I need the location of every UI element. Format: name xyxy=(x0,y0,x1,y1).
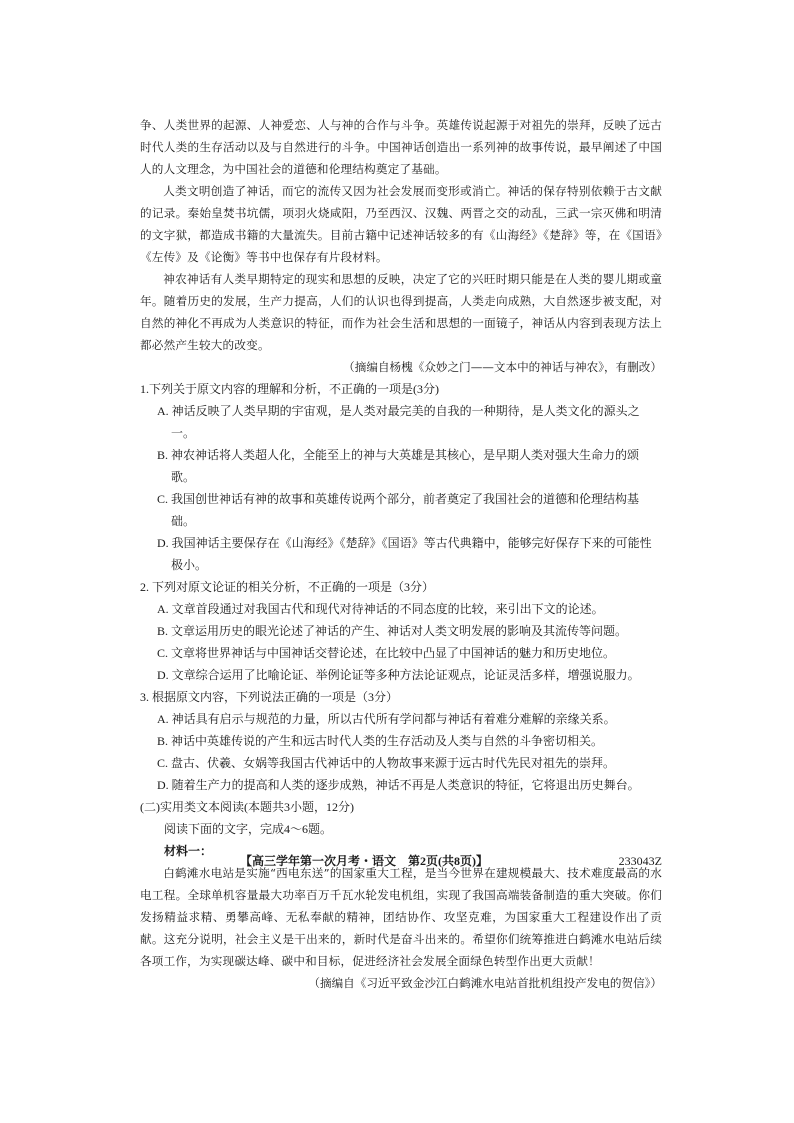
option-a: A. 神话反映了人类早期的宇宙观，是人类对最完美的自我的一种期待，是人类文化的源头之一。 xyxy=(157,404,640,440)
option-b: B. 文章运用历史的眼光论述了神话的产生、神话对人类文明发展的影响及其流传等问题。 xyxy=(157,624,628,638)
reading-instruction: 阅读下面的文字，完成4～6题。 xyxy=(164,822,333,836)
passage-paragraph-2: 人类文明创造了神话，而它的流传又因为社会发展而变形或消亡。神话的保存特别依赖于古文献的记录。秦始皇焚书坑儒，项羽火烧咸阳，乃至西汉、汉魏、两晋之交的动乱，三武一宗灭佛和明清的文字狱，都造成书籍的大量流失。目前古籍中记述神话较多的有《山海经》《楚辞》等，在《国语》《左传》及《论衡》等书中也保存有片段材料。 xyxy=(140,184,662,264)
question-stem: 2. 下列对原文论证的相关分析，不正确的一项是（3分） xyxy=(140,580,435,594)
option-c: C. 文章将世界神话与中国神话交替论述，在比较中凸显了中国神话的魅力和历史地位。 xyxy=(157,646,616,660)
passage-paragraph-3: 神农神话有人类早期特定的现实和思想的反映，决定了它的兴旺时期只能是在人类的婴儿期或童年。随着历史的发展，生产力提高，人们的认识也得到提高，人类走向成熟，大自然逐步被支配，对自然的神化不再成为人类意识的特征，而作为社会生活和思想的一面镜子，神话从内容到表现方法上都必然产生较大的改变。 xyxy=(140,272,662,352)
footer-page-info: 【高三学年第一次月考・语文 第2页(共8页)】 xyxy=(240,854,488,868)
question-1 xyxy=(140,378,662,576)
passage-source: （摘编自杨槐《众妙之门——文本中的神话与神农》，有删改） xyxy=(343,360,662,374)
material-paragraph: 白鹤滩水电站是实施“西电东送”的国家重大工程，是当今世界在建规模最大、技术难度最高的水电工程。全球单机容量最大功率百万千瓦水轮发电机组，实现了我国高端装备制造的重大突破。你们发扬精益求精、勇攀高峰、无私奉献的精神，团结协作、攻坚克难，为国家重大工程建设作出了贡献。这充分说明，社会主义是干出来的，新时代是奋斗出来的。希望你们统筹推进白鹤滩水电站后续各项工作，为实现碳达峰、碳中和目标，促进经济社会发展全面绿色转型作出更大贡献！ xyxy=(140,866,662,968)
option-d: D. 文章综合运用了比喻论证、举例论证等多种方法论证观点，论证灵活多样，增强说服力。 xyxy=(157,668,640,682)
option-c: C. 盘古、伏羲、女娲等我国古代神话中的人物故事来源于远古时代先民对祖先的崇拜。 xyxy=(157,756,616,770)
option-c: C. 我国创世神话有神的故事和英雄传说两个部分，前者奠定了我国社会的道德和伦理结构基础。 xyxy=(157,492,640,528)
material-source: （摘编自《习近平致金沙江白鹤滩水电站首批机组投产发电的贺信》） xyxy=(308,976,662,990)
footer-exam-code: 233043Z xyxy=(618,854,662,868)
question-stem: 1.下列关于原文内容的理解和分析，不正确的一项是(3分) xyxy=(140,382,439,396)
option-d: D. 随着生产力的提高和人类的逐步成熟，神话不再是人类意识的特征，它将退出历史舞台。 xyxy=(157,778,640,792)
option-d: D. 我国神话主要保存在《山海经》《楚辞》《国语》等古代典籍中，能够完好保存下来的可能性极小。 xyxy=(157,536,652,572)
option-b: B. 神农神话将人类超人化，全能至上的神与大英雄是其核心，是早期人类对强大生命力的颂歌。 xyxy=(157,448,640,484)
option-b: B. 神话中英雄传说的产生和远古时代人类的生存活动及人类与自然的斗争密切相关。 xyxy=(157,734,604,748)
option-a: A. 文章首段通过对我国古代和现代对待神话的不同态度的比较，来引出下文的论述。 xyxy=(157,602,604,616)
question-3 xyxy=(140,686,662,796)
option-a: A. 神话具有启示与规范的力量，所以古代所有学问都与神话有着难分难解的亲缘关系。 xyxy=(157,712,616,726)
material-title: 材料一： xyxy=(164,844,213,858)
question-stem: 3. 根据原文内容，下列说法正确的一项是（3分） xyxy=(140,690,399,704)
question-2 xyxy=(140,576,662,686)
passage-paragraph-1: 争、人类世界的起源、人神爱恋、人与神的合作与斗争。英雄传说起源于对祖先的崇拜，反映了远古时代人类的生存活动以及与自然进行的斗争。中国神话创造出一系列神的故事传说，最早阐述了中国人的人文理念，为中国社会的道德和伦理结构奠定了基础。 xyxy=(140,118,662,176)
section-heading: (二)实用类文本阅读(本题共3小题，12分) xyxy=(140,800,354,814)
